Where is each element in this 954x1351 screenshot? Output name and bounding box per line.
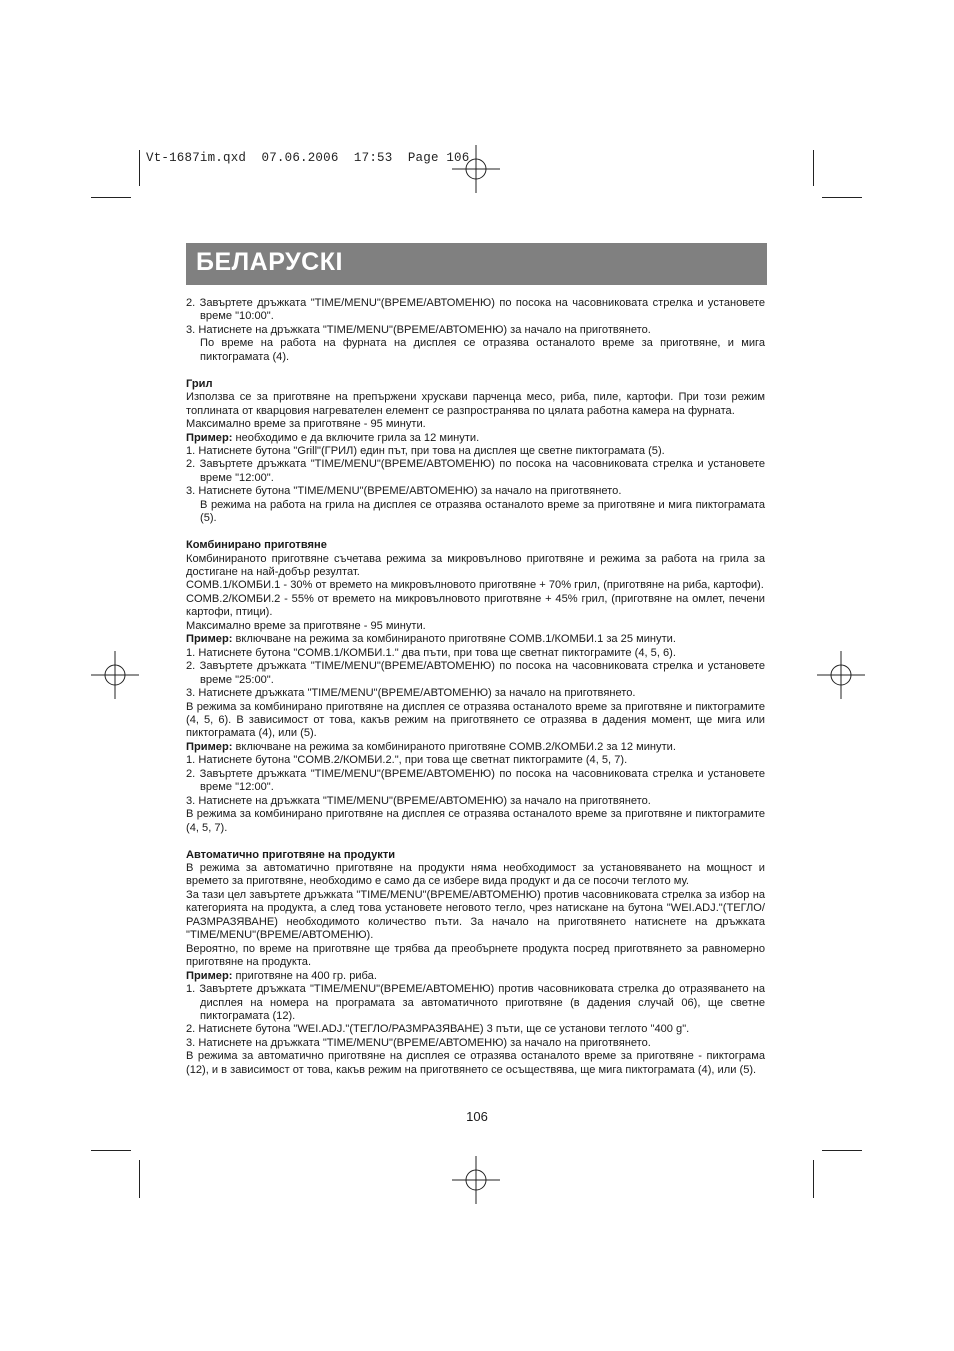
list-item: 1. Завъртете дръжката "TIME/MENU"(ВРЕМЕ/АВТОМЕНЮ) против часовниковата стрелка до отразяването на дисплея на номера на програмата за автоматичното приготвяне (в дадения случай 06), ще светне пиктограмата (12). [186,983,765,1022]
list-item: 1. Натиснете бутона "COMB.2/КОМБИ.2.", при това ще светнат пиктограмите (4, 5, 7). [186,754,628,767]
paragraph: Максимално време за приготвяне - 95 минути. [186,619,426,632]
list-item: 3. Натиснете на дръжката "TIME/MENU"(ВРЕМЕ/АВТОМЕНЮ) за начало на приготвянето. [186,794,651,807]
document-body [186,297,765,1077]
example-label: Пример: [186,740,233,753]
list-item: 3. Натиснете на дръжката "TIME/MENU"(ВРЕМЕ/АВТОМЕНЮ) за начало на приготвянето. [186,323,651,336]
section-banner [186,243,767,285]
section-heading: Автоматично приготвяне на продукти [186,848,396,861]
example-paragraph [186,633,765,646]
registration-mark-icon [452,1156,500,1204]
page-title: БЕЛАРУСКІ [196,248,343,276]
example-paragraph [186,970,765,983]
paragraph: В режима за комбинирано приготвяне на дисплея се отразява останалото време за приготвяне и пиктограмите (4, 5, 7). [186,808,765,834]
registration-mark-icon [91,651,139,699]
example-text: приготвяне на 400 гр. риба. [232,969,377,982]
paragraph: COMB.1/КОМБИ.1 - 30% от времето на микровълновото приготвяне + 70% грил, (приготвяне на риба, картофи). [186,579,764,592]
list-item: 2. Завъртете дръжката "TIME/MENU"(ВРЕМЕ/АВТОМЕНЮ) по посока на часовниковата стрелка и установете време "10:00". [186,297,765,323]
crop-mark [813,150,814,186]
paragraph: Използва се за приготвяне на препържени хрускави парченца месо, риба, пиле, картофи. При този режим топлината от кварцовия нагревателен елемент се разпространява по цялата работна камера на фурната. [186,391,765,417]
paragraph: В режима на работа на грила на дисплея се отразява останалото време за приготвяне и мига пиктограмата (5). [200,498,765,525]
paragraph: В режима за автоматично приготвяне на продукти няма необходимост за установяването на мощност и времето за приготвяне, необходимо е само да се избере вида продукт и да се посочи теглото му. [186,861,765,888]
crop-mark [91,197,131,198]
list-item: 1. Натиснете бутона "Grill"(ГРИЛ) един път, при това на дисплея ще светне пиктограмата (5). [186,444,665,457]
example-text: необходимо е да включите грила за 12 минути. [232,431,480,444]
registration-mark-icon [452,145,500,193]
example-label: Пример: [186,633,233,646]
section-heading: Грил [186,377,213,390]
page-number: 106 [466,1109,488,1124]
example-label: Пример: [186,431,233,444]
paragraph: Комбинираното приготвяне съчетава режима за микровълново приготвяне и режима за работа на грила за достигане на най-добър резултат. [186,552,765,579]
crop-mark [139,1160,140,1198]
list-item: 2. Натиснете бутона "WEI.ADJ."(ТЕГЛО/РАЗМРАЗЯВАНЕ) 3 пъти, ще се установи теглото "400 g". [186,1023,690,1036]
list-item: 3. Натиснете дръжката "TIME/MENU"(ВРЕМЕ/АВТОМЕНЮ) за начало на приготвянето. [186,687,636,700]
paragraph: По време на работа на фурната на дисплея се отразява останалото време за приготвяне, и мига пиктограмата (4). [200,337,765,363]
crop-mark [822,1150,862,1151]
crop-mark [822,197,862,198]
example-text: включване на режима за комбинираното приготвяне COMB.1/КОМБИ.1 за 25 минути. [232,633,676,646]
paragraph: Вероятно, по време на приготвяне ще трябва да преобърнете продукта посред приготвянето за равномерно приготвяне на продукта. [186,942,765,969]
print-slug: Vt-1687im.qxd 07.06.2006 17:53 Page 106 [146,151,470,165]
crop-mark [91,1150,131,1151]
example-paragraph [186,432,765,445]
example-label: Пример: [186,969,233,982]
example-paragraph [186,741,765,754]
section-heading: Комбинирано приготвяне [186,539,327,552]
paragraph: Максимално време за приготвяне - 95 минути. [186,418,426,431]
paragraph: В режима за комбинирано приготвяне на дисплея се отразява останалото време за приготвяне и пиктограмите (4, 5, 6). В зависимост от това, какъв режим на приготвянето се отразява в дадения момент, ще мига или пиктограмата (4), или (5). [186,700,765,740]
list-item: 3. Натиснете бутона "TIME/MENU"(ВРЕМЕ/АВТОМЕНЮ) за начало на приготвянето. [186,485,622,498]
list-item: 2. Завъртете дръжката "TIME/MENU"(ВРЕМЕ/АВТОМЕНЮ) по посока на часовниковата стрелка и установете време "25:00". [186,660,765,686]
registration-mark-icon [817,651,865,699]
list-item: 2. Завъртете дръжката "TIME/MENU"(ВРЕМЕ/АВТОМЕНЮ) по посока на часовниковата стрелка и установете време "12:00". [186,767,765,794]
crop-mark [813,1160,814,1198]
list-item: 2. Завъртете дръжката "TIME/MENU"(ВРЕМЕ/АВТОМЕНЮ) по посока на часовниковата стрелка и установете време "12:00". [186,458,765,484]
paragraph: COMB.2/КОМБИ.2 - 55% от времето на микровълновото приготвяне + 45% грил, (приготвяне на омлет, печени картофи, птици). [186,592,765,619]
example-text: включване на режима за комбинираното приготвяне COMB.2/КОМБИ.2 за 12 минути. [232,740,676,753]
list-item: 1. Натиснете бутона "COMB.1/КОМБИ.1." два пъти, при това ще светнат пиктограмите (4, 5, 6). [186,646,676,659]
paragraph: За тази цел завъртете дръжката "TIME/MENU"(ВРЕМЕ/АВТОМЕНЮ) против часовниковата стрелка за избор на категорията на продукта, а след това установете неговото тегло, чрез натискане на бутона "WEI.ADJ."(ТЕГЛО/РАЗМРАЗЯВАНЕ) необходимото количество пъти. За начало на приготвянето натиснете на дръжката "TIME/MENU"(ВРЕМЕ/АВТОМЕНЮ). [186,888,765,942]
crop-mark [139,150,140,186]
paragraph: В режима за автоматично приготвяне на дисплея се отразява останалото време за приготвяне - пиктограма (12), и в зависимост от това, какъв режим на приготвянето се осъществява, ще мига пиктограмата (4), или (5). [186,1050,765,1076]
list-item: 3. Натиснете на дръжката "TIME/MENU"(ВРЕМЕ/АВТОМЕНЮ) за начало на приготвянето. [186,1036,651,1049]
